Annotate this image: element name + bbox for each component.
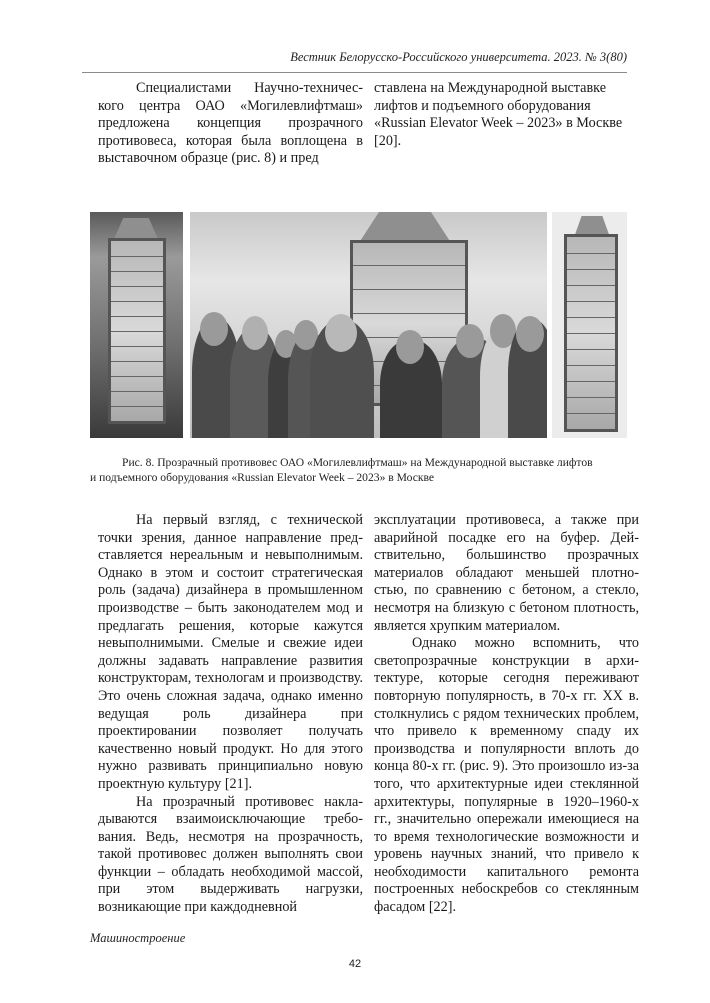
bottom-left-column (98, 512, 363, 917)
paragraph: Однако можно вспомнить, что светопрозрачные конструкции в архитектуре, которые сегодня переживают повторную популярность, в 70-х гг. XX в. столкнулись с рядом технических проблем, что привело к временному спаду их производства и популярности вплоть до конца 80-х гг. (рис. 9). Это произошло из-за того, что архитектурные идеи стеклянной архитектуры, популярные в 1920–1960-х гг., значительно опережали имеющиеся на то время технологические возможности и уровень научных знаний, что привело к необходимости капитального ремонта построенных небоскребов со стеклянным фасадом [22]. (374, 635, 639, 916)
header-divider (82, 72, 627, 73)
photo-panel-counterweight-angled (552, 212, 627, 438)
photo-panel-group (190, 212, 547, 438)
figure-caption (90, 455, 627, 485)
bottom-right-column (374, 512, 639, 917)
figure-8-photo (90, 212, 627, 438)
top-right-column (374, 80, 639, 150)
paragraph: эксплуатации противовеса, а также при аварийной посадке его на буфер. Действительно, большинство прозрачных материалов обладают меньшей плотностью, по сравнению с бетоном, а стекло, несмотря на близкую с бетоном плотность, является хрупким материалом. (374, 512, 639, 634)
caption-line-1: Рис. 8. Прозрачный противовес ОАО «Могилевлифтмаш» на Международной выставке лифтов (122, 456, 593, 469)
section-footer: Машиностроение (90, 931, 186, 945)
page-number: 42 (348, 958, 362, 970)
paragraph: На прозрачный противовес накладываются взаимоисключающие требования. Ведь, несмотря на прозрачность, такой противовес должен выполнять свои функции – обладать необходимой массой, при этом выдерживать нагрузки, возникающие при каждодневной (98, 793, 363, 916)
paragraph: На первый взгляд, с технической точки зрения, данное направление представляется нереальным и невыполнимым. Однако в этом и состоит стратегическая роль (задача) дизайнера в промышленном производстве – быть законодателем мод и предлагать решения, которые кажутся невыполнимыми. Смелые и свежие идеи должны задавать направление развития конструкторам, технологам и производству. Это очень сложная задача, однако именно ведущая роль дизайнера при проектировании позволяет получать качественно новый продукт. Но для этого нужно развивать принципиально новую проектную культуру [21]. (98, 512, 363, 792)
paragraph: Специалистами Научно-технического центра ОАО «Могилевлифтмаш» предложена концепция прозрачного противовеса, которая была воплощена в выставочном образце (рис. 8) и пред (98, 80, 363, 167)
top-left-column (98, 80, 363, 168)
journal-header: Вестник Белорусско-Российского университета. 2023. № 3(80) (290, 50, 627, 64)
paragraph: ставлена на Международной выставке лифтов и подъемного оборудования «Russian Elevator Week – 2023» в Москве [20]. (374, 80, 623, 149)
photo-panel-counterweight-front (90, 212, 183, 438)
caption-line-2: и подъемного оборудования «Russian Elevator Week – 2023» в Москве (90, 471, 435, 484)
